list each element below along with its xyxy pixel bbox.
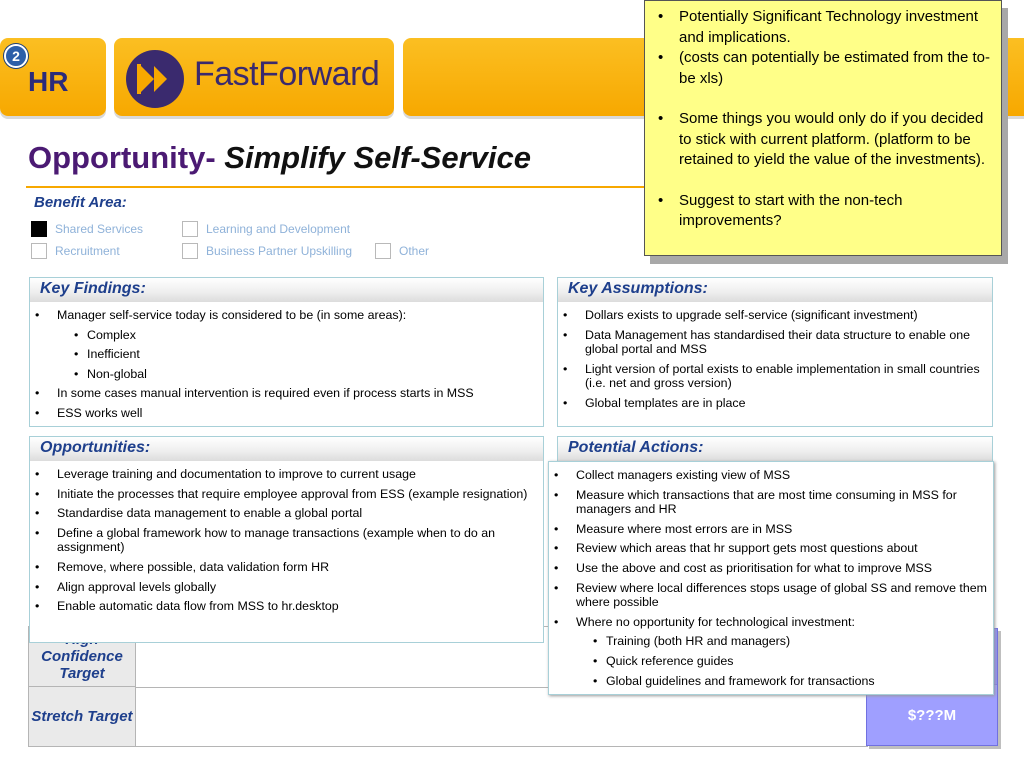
list-item: • Light version of portal exists to enable implementation in small countries (i.e. net and gross version) <box>558 362 984 391</box>
title-divider <box>26 186 651 188</box>
opportunities-panel <box>29 436 544 643</box>
checkbox[interactable] <box>31 243 47 259</box>
list-item: • Review which areas that hr support gets most questions about <box>549 541 987 556</box>
list-item: • Measure where most errors are in MSS <box>549 522 987 537</box>
list-item: • Global guidelines and framework for transactions <box>576 674 987 689</box>
benefit-option-shared-services[interactable] <box>31 221 143 237</box>
checkbox-checked[interactable] <box>31 221 47 237</box>
stretch-target-value: $???M <box>907 707 957 724</box>
list-item: • Measure which transactions that are most time consuming in MSS for managers and HR <box>549 488 987 517</box>
list-item: • Non-global <box>57 367 543 382</box>
list-item: • Data Management has standardised their data structure to enable one global portal and MSS <box>558 328 984 357</box>
benefit-option-label: Shared Services <box>55 222 144 236</box>
list-item: • ESS works well <box>30 406 543 421</box>
key-assumptions-heading: Key Assumptions: <box>558 278 992 302</box>
list-item: • Training (both HR and managers) <box>576 634 987 649</box>
title-main: Opportunity- <box>28 140 225 175</box>
key-findings-list <box>30 308 543 421</box>
list-item: • Quick reference guides <box>576 654 987 669</box>
list-item: • Complex <box>57 328 543 343</box>
potential-actions-list-box <box>548 461 994 695</box>
fastforward-logo-icon <box>124 48 186 110</box>
sticky-note-list <box>655 7 991 232</box>
key-findings-heading: Key Findings: <box>30 278 543 302</box>
list-item: • Global templates are in place <box>558 396 984 411</box>
list-item: • Inefficient <box>57 347 543 362</box>
list-item: • Define a global framework how to manage transactions (example when to do an assignment) <box>30 526 537 555</box>
benefit-area-label: Benefit Area: <box>34 194 127 211</box>
section-number-badge: 2 <box>4 44 28 68</box>
list-item: • Where no opportunity for technological investment: • Training (both HR and managers) • Quick reference guides • Global guidelines and framework for transactions <box>549 615 987 688</box>
key-findings-panel <box>29 277 544 427</box>
benefit-option-other[interactable] <box>375 243 429 259</box>
list-item: • Suggest to start with the non-tech improvements? <box>655 191 991 232</box>
checkbox[interactable] <box>182 221 198 237</box>
list-item: • Review where local differences stops usage of global SS and remove them where possible <box>549 581 987 610</box>
title-subtitle: Simplify Self-Service <box>224 140 531 175</box>
benefit-option-label: Learning and Development <box>206 222 351 236</box>
list-item: • Use the above and cost as prioritisation for what to improve MSS <box>549 561 987 576</box>
list-item: • Collect managers existing view of MSS <box>549 468 987 483</box>
list-item: • Leverage training and documentation to improve to current usage <box>30 467 537 482</box>
opportunities-heading: Opportunities: <box>30 437 543 461</box>
list-item: • Manager self-service today is considered to be (in some areas): • Complex • Inefficient • Non-global <box>30 308 543 381</box>
potential-actions-list <box>549 468 993 688</box>
list-item: • Enable automatic data flow from MSS to hr.desktop <box>30 599 537 614</box>
sticky-note-comment <box>644 0 1002 256</box>
section-label: HR <box>28 66 69 97</box>
list-item: • In some cases manual intervention is required even if process starts in MSS <box>30 386 543 401</box>
key-assumptions-panel <box>557 277 993 427</box>
list-item: • Some things you would only do if you decided to stick with current platform. (platform to be retained to yield the value of the investments). <box>655 109 991 171</box>
list-item: • Initiate the processes that require employee approval from ESS (example resignation) <box>30 487 537 502</box>
list-item: • Potentially Significant Technology investment and implications. <box>655 7 991 48</box>
list-item: • Standardise data management to enable a global portal <box>30 506 537 521</box>
page-title <box>28 140 531 176</box>
high-confidence-target-label: Confidence Target <box>29 627 136 687</box>
benefit-option-label: Other <box>399 244 430 258</box>
list-item: • Remove, where possible, data validation form HR <box>30 560 537 575</box>
opportunities-list <box>30 467 543 614</box>
checkbox[interactable] <box>182 243 198 259</box>
benefit-option-label: Recruitment <box>55 244 120 258</box>
key-assumptions-list <box>558 308 992 411</box>
benefit-option-label: Business Partner Upskilling <box>206 244 353 258</box>
benefit-option-recruitment[interactable] <box>31 243 120 259</box>
stretch-target-label: Stretch Target <box>29 687 136 746</box>
list-item: • Dollars exists to upgrade self-service (significant investment) <box>558 308 984 323</box>
list-item: • (costs can potentially be estimated from the to-be xls) <box>655 48 991 89</box>
checkbox[interactable] <box>375 243 391 259</box>
potential-actions-heading: Potential Actions: <box>558 437 992 461</box>
benefit-option-learning[interactable] <box>182 221 350 237</box>
logo-text: FastForward <box>194 55 380 93</box>
list-item: • Align approval levels globally <box>30 580 537 595</box>
potential-actions-panel <box>557 436 993 464</box>
benefit-option-bp-upskilling[interactable] <box>182 243 352 259</box>
